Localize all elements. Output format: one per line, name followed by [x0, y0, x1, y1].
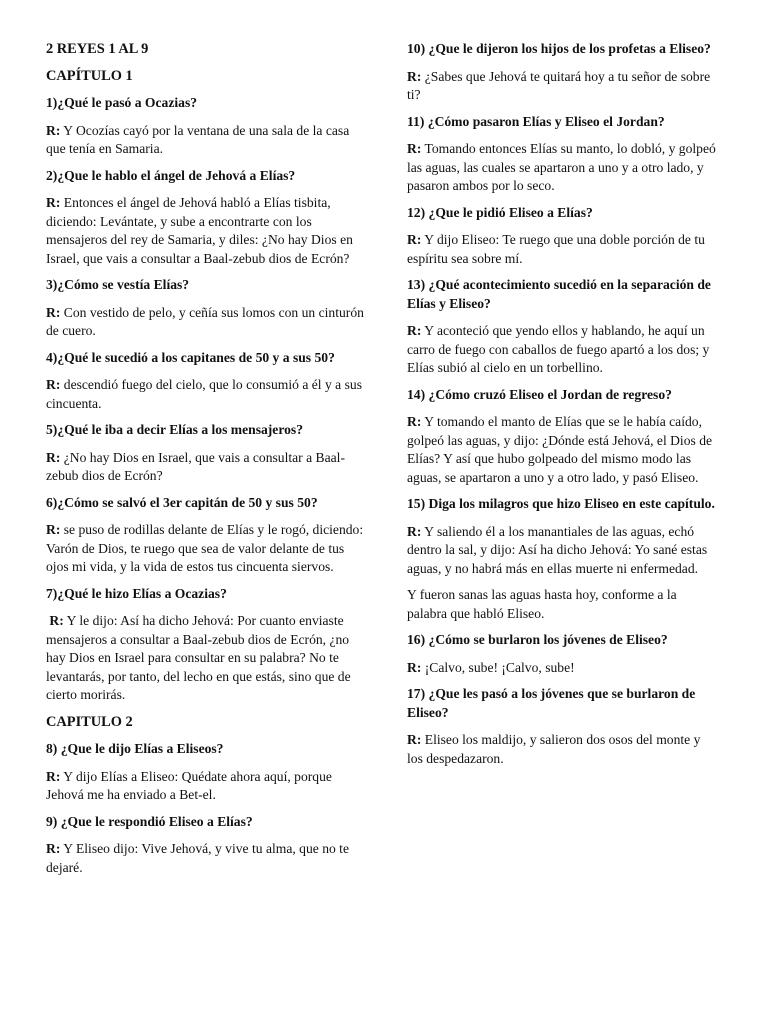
question-14: 14) ¿Cómo cruzó Eliseo el Jordan de regreso? [407, 386, 672, 402]
answer-label: R: [407, 659, 422, 675]
answer-text: ¿Sabes que Jehová te quitará hoy a tu señor de sobre ti? [407, 68, 711, 102]
answer-label: R: [407, 232, 422, 247]
question-13: 13) ¿Qué acontecimiento sucedió en la separación de Elías y Eliseo? [407, 277, 711, 311]
answer-text: Y dijo Elías a Eliseo: Quédate ahora aquí, porque Jehová me ha enviado a Bet-el. [46, 768, 332, 802]
answer-4 [46, 376, 364, 413]
answer-label: R: [49, 613, 64, 628]
question-8: 8) ¿Que le dijo Elías a Eliseos? [46, 741, 224, 756]
answer-text: ¿No hay Dios en Israel, que vais a consultar a Baal-zebub dios de Ecrón? [46, 449, 345, 483]
chapter-1-heading: CAPÍTULO 1 [46, 67, 133, 84]
answer-17 [407, 731, 719, 768]
answer-text: ¡Calvo, sube! ¡Calvo, sube! [424, 659, 575, 675]
question-6: 6)¿Cómo se salvó el 3er capitán de 50 y sus 50? [46, 494, 318, 510]
answer-label: R: [407, 732, 422, 747]
answer-15 [407, 523, 719, 579]
answer-text: Y dijo Eliseo: Te ruego que una doble porción de tu espíritu sea sobre mí. [407, 232, 705, 266]
answer-text: descendió fuego del cielo, que lo consumió a él y a sus cincuenta. [46, 377, 362, 411]
question-4: 4)¿Qué le sucedió a los capitanes de 50 y a sus 50? [46, 349, 335, 365]
answer-label: R: [46, 122, 61, 138]
answer-label: R: [46, 195, 61, 210]
answer-label: R: [407, 68, 422, 84]
answer-10 [407, 68, 719, 105]
answer-8 [46, 768, 364, 805]
right-column [407, 40, 719, 776]
answer-label: R: [46, 304, 61, 320]
answer-text: Con vestido de pelo, y ceñía sus lomos con un cinturón de cuero. [46, 304, 364, 338]
question-15: 15) Diga los milagros que hizo Eliseo en este capítulo. [407, 496, 715, 511]
answer-6 [46, 521, 364, 577]
answer-5 [46, 449, 364, 486]
answer-text: Y aconteció que yendo ellos y hablando, he aquí un carro de fuego con caballos de fuego apartó a los dos; y Elías subió al cielo en un torbellino. [407, 323, 710, 375]
answer-2 [46, 194, 364, 268]
question-2: 2)¿Que le hablo el ángel de Jehová a Elías? [46, 167, 296, 183]
answer-text: Y saliendo él a los manantiales de las aguas, echó dentro la sal, y dijo: Así ha dicho Jehová: Yo sané estas aguas, y no habrá más en ellas muerte ni enfermedad. [407, 523, 708, 576]
answer-label: R: [407, 523, 422, 539]
answer-label: R: [407, 141, 422, 156]
answer-text: Y Ocozías cayó por la ventana de una sala de la casa que tenía en Samaria. [46, 122, 350, 156]
answer-label: R: [46, 841, 61, 856]
answer-15-continuation: Y fueron sanas las aguas hasta hoy, conforme a la palabra que habló Eliseo. [407, 587, 677, 621]
answer-9 [46, 840, 364, 877]
question-7: 7)¿Qué le hizo Elías a Ocazias? [46, 585, 227, 601]
answer-label: R: [46, 449, 61, 465]
answer-16 [407, 659, 719, 678]
answer-text: Y Eliseo dijo: Vive Jehová, y vive tu alma, que no te dejaré. [46, 841, 349, 875]
answer-3 [46, 304, 364, 341]
answer-text: Eliseo los maldijo, y salieron dos osos del monte y los despedazaron. [407, 732, 701, 766]
document-title: 2 REYES 1 AL 9 [46, 41, 149, 57]
answer-13 [407, 322, 719, 378]
question-12: 12) ¿Que le pidió Eliseo a Elías? [407, 204, 593, 220]
question-9: 9) ¿Que le respondió Eliseo a Elías? [46, 813, 253, 829]
answer-label: R: [46, 768, 61, 784]
question-16: 16) ¿Cómo se burlaron los jóvenes de Eliseo? [407, 632, 668, 647]
answer-text: Y le dijo: Así ha dicho Jehová: Por cuanto enviaste mensajeros a consultar a Baal-zebub dios de Ecrón, ¿no hay Dios en Israel para consultar en su palabra? No te levantarás, por tanto, del lecho en que estás, sino que de cierto morirás. [46, 613, 351, 702]
answer-11 [407, 140, 719, 196]
answer-1 [46, 122, 364, 159]
question-1: 1)¿Qué le pasó a Ocazias? [46, 95, 198, 110]
answer-label: R: [46, 522, 61, 537]
left-column [46, 40, 364, 885]
answer-14 [407, 413, 719, 487]
question-10: 10) ¿Que le dijeron los hijos de los profetas a Eliseo? [407, 41, 711, 56]
question-3: 3)¿Cómo se vestía Elías? [46, 277, 190, 292]
answer-12 [407, 231, 719, 268]
answer-text: se puso de rodillas delante de Elías y le rogó, diciendo: Varón de Dios, te ruego que sea de valor delante de tus ojos mi vida, y la vida de estos tus cincuenta siervos. [46, 522, 364, 574]
answer-text: Entonces el ángel de Jehová habló a Elías tisbita, diciendo: Levántate, y sube a encontrarte con los mensajeros del rey de Samaria, y diles: ¿No hay Dios en Israel, que vais a consultar a Baal-zebub dios de Ecrón? [46, 195, 353, 266]
answer-text: Y tomando el manto de Elías que se le había caído, golpeó las aguas, y dijo: ¿Dónde está Jehová, el Dios de Elías? Y así que hubo golpeado del mismo modo las aguas, se apartaron a uno y a otro lado, y pasó Eliseo. [407, 414, 713, 485]
question-17: 17) ¿Que les pasó a los jóvenes que se burlaron de Eliseo? [407, 686, 696, 720]
answer-text: Tomando entonces Elías su manto, lo dobló, y golpeó las aguas, las cuales se apartaron a uno y a otro lado, y pasaron ambos por lo seco. [407, 141, 716, 193]
answer-7 [46, 612, 364, 705]
question-11: 11) ¿Cómo pasaron Elías y Eliseo el Jordan? [407, 113, 665, 129]
chapter-2-heading: CAPITULO 2 [46, 713, 133, 730]
question-5: 5)¿Qué le iba a decir Elías a los mensajeros? [46, 422, 304, 437]
answer-label: R: [407, 414, 422, 429]
answer-label: R: [407, 323, 422, 338]
answer-label: R: [46, 377, 61, 392]
